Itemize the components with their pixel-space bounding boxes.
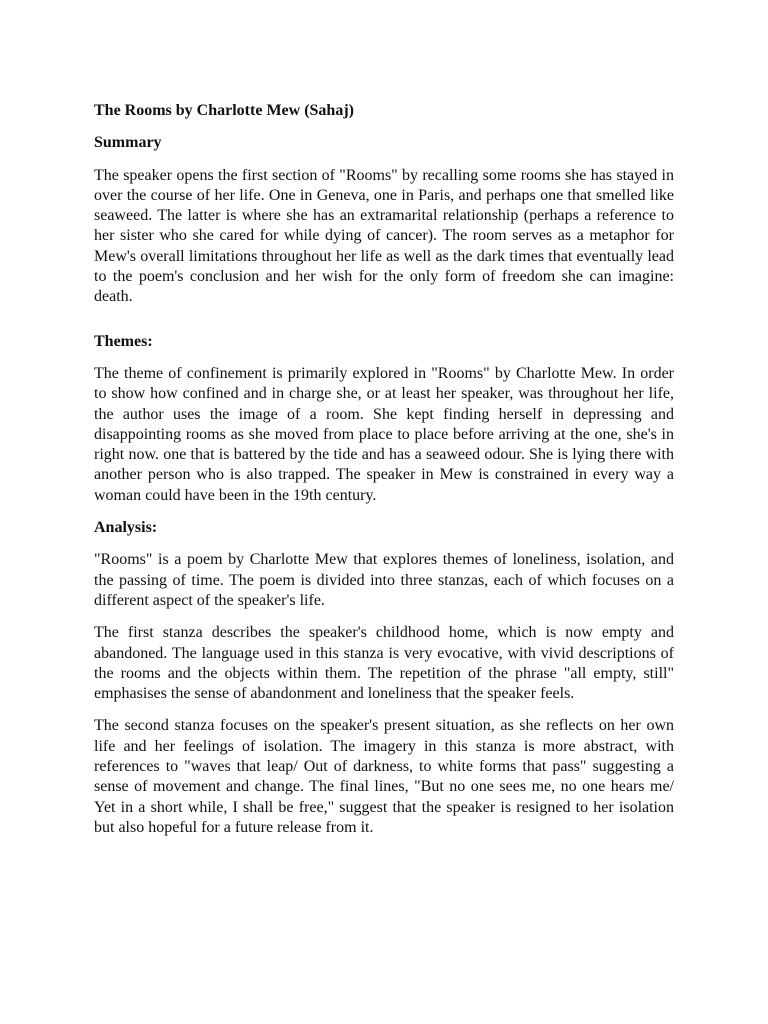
analysis-paragraph-3: The second stanza focuses on the speaker's present situation, as she reflects on her own life and her feelings of isolation. The imagery in this stanza is more abstract, with references to "waves that leap/ Out of darkness, to white forms that pass" suggesting a sense of movement and change. The final lines, "But no one sees me, no one hears me/ Yet in a short while, I shall be free," suggest that the speaker is resigned to her isolation but also hopeful for a future release from it. [94,717,674,836]
document-page [94,101,674,850]
analysis-paragraph-2: The first stanza describes the speaker's childhood home, which is now empty and abandoned. The language used in this stanza is very evocative, with vivid descriptions of the rooms and the objects within them. The repetition of the phrase "all empty, still" emphasises the sense of abandonment and loneliness that the speaker feels. [94,624,674,703]
themes-heading: Themes: [94,332,153,350]
summary-heading: Summary [94,134,162,152]
analysis-paragraph-1: "Rooms" is a poem by Charlotte Mew that explores themes of loneliness, isolation, and the passing of time. The poem is divided into three stanzas, each of which focuses on a different aspect of the speaker's life. [94,551,674,609]
themes-paragraph: The theme of confinement is primarily explored in "Rooms" by Charlotte Mew. In order to show how confined and in charge she, or at least her speaker, was throughout her life, the author uses the image of a room. She kept finding herself in depressing and disappointing rooms as she moved from place to place before arriving at the one, she's in right now. one that is battered by the tide and has a seaweed odour. She is lying there with another person who is also trapped. The speaker in Mew is constrained in every way a woman could have been in the 19th century. [94,364,674,504]
analysis-heading: Analysis: [94,519,158,537]
section-spacer [94,320,674,332]
summary-paragraph: The speaker opens the first section of "Rooms" by recalling some rooms she has stayed in over the course of her life. One in Geneva, one in Paris, and perhaps one that smelled like seaweed. The latter is where she has an extramarital relationship (perhaps a reference to her sister who she cared for while dying of cancer). The room serves as a metaphor for Mew's overall limitations throughout her life as well as the dark times that eventually lead to the poem's conclusion and her wish for the only form of freedom she can imagine: death. [94,166,674,306]
document-title: The Rooms by Charlotte Mew (Sahaj) [94,102,354,119]
